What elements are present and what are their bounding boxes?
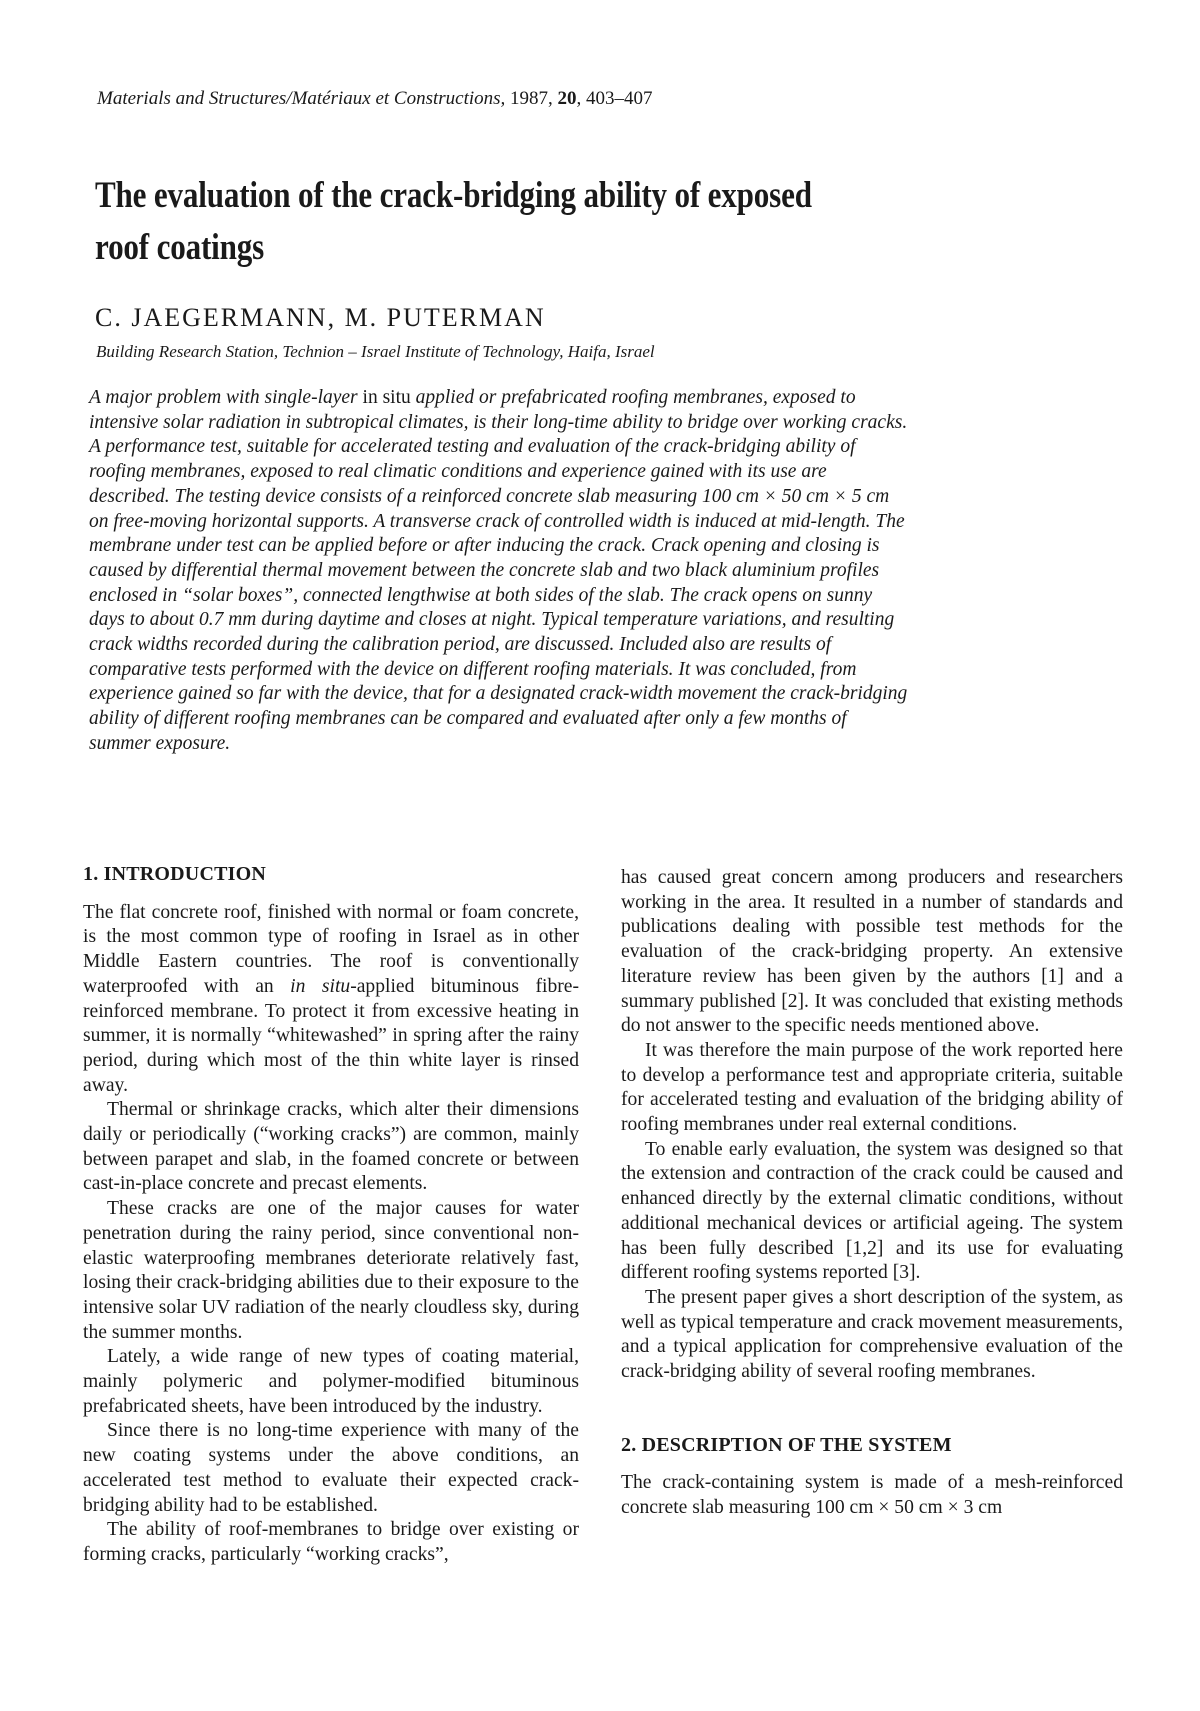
left-column: [83, 862, 579, 1568]
abstract: [89, 386, 911, 757]
abstract-insitu: in: [362, 387, 378, 408]
intro-paragraph-3: These cracks are one of the major causes for water penetration during the rainy period, since conventional non-elastic waterproofing membranes deteriorate relatively fast, losing their crack-bridging abilities due to their exposure to the intensive solar UV radiation of the nearly cloudless sky, during the summer months.: [83, 1198, 579, 1343]
journal-volume: 20: [557, 88, 577, 109]
abstract-text-2: applied or prefabricated roofing membranes, exposed to intensive solar radiation in subtropical climates, is their long-time ability to bridge over working cracks. A performance test, suitable for accelerated testing and evaluation of the crack-bridging ability of roofing membranes, exposed to real climatic conditions and experience gained with its use are described. The testing device consists of a reinforced concrete slab measuring 100 cm × 50 cm × 5 cm on free-moving horizontal supports. A transverse crack of controlled width is induced at mid-length. The membrane under test can be applied before or after inducing the crack. Crack opening and closing is caused by differential thermal movement between the concrete slab and two black aluminium profiles enclosed in “solar boxes”, connected lengthwise at both sides of the slab. The crack opens on sunny days to about 0.7 mm during daytime and closes at night. Typical temperature variations, and resulting crack widths recorded during the calibration period, are discussed. Included also are results of comparative tests performed with the device on different roofing materials. It was concluded, from experience gained so far with the device, that for a designated crack-width movement the crack-bridging ability of different roofing membranes can be compared and evaluated after only a few months of summer exposure.: [89, 387, 908, 754]
intro-paragraph-1: [83, 901, 579, 1099]
intro-p1-italic: in situ: [290, 975, 351, 997]
intro-paragraph-5: Since there is no long-time experience with many of the new coating systems under the above conditions, an accelerated test method to evaluate their expected crack-bridging ability had to be established.: [83, 1420, 579, 1516]
intro-paragraph-4: Lately, a wide range of new types of coating material, mainly polymeric and polymer-modified bituminous prefabricated sheets, have been introduced by the industry.: [83, 1346, 579, 1417]
intro-paragraph-6: The ability of roof-membranes to bridge over existing or forming cracks, particularly “working cracks”,: [83, 1519, 579, 1565]
paper-authors: C. JAEGERMANN, M. PUTERMAN: [95, 303, 546, 332]
journal-citation: [97, 88, 653, 110]
description-paragraph-1: The crack-containing system is made of a mesh-reinforced concrete slab measuring 100 cm × 50 cm × 3 cm: [621, 1472, 1123, 1519]
paper-title: The evaluation of the crack-bridging ability of exposed roof coatings: [95, 175, 812, 268]
section-heading-introduction: 1. INTRODUCTION: [83, 863, 267, 885]
journal-year: 1987,: [505, 88, 558, 109]
intro-p1-text-a: The flat concrete roof, finished with normal or foam concrete, is the most common type of roofing in Israel as in other Middle Eastern countries. The roof is conventionally waterproofed with an: [83, 901, 579, 997]
right-paragraph-2: It was therefore the main purpose of the work reported here to develop a performance test and appropriate criteria, suitable for accelerated testing and evaluation of the bridging ability of roofing membranes under real external conditions.: [621, 1039, 1123, 1136]
right-paragraph-1: has caused great concern among producers and researchers working in the area. It resulted in a number of standards and publications dealing with possible test methods for the evaluation of the crack-bridging property. An extensive literature review has been given by the authors [1] and a summary published [2]. It was concluded that existing methods do not answer to the specific needs mentioned above.: [621, 867, 1123, 1037]
intro-paragraph-2: Thermal or shrinkage cracks, which alter their dimensions daily or periodically (“working cracks”) are common, mainly between parapet and slab, in the foamed concrete or between cast-in-place concrete and precast elements.: [83, 1099, 579, 1195]
section-heading-description: 2. DESCRIPTION OF THE SYSTEM: [621, 1433, 952, 1456]
author-affiliation: Building Research Station, Technion – Israel Institute of Technology, Haifa, Israel: [96, 342, 655, 361]
right-column: [621, 866, 1123, 1521]
section-spacer: [621, 1385, 1123, 1433]
journal-name: Materials and Structures/Matériaux et Constructions,: [97, 88, 506, 109]
intro-p1-text-b: -applied bituminous fibre-reinforced membrane. To protect it from excessive heating in summer, it is normally “whitewashed” in spring after the rainy period, during which most of the thin white layer is rinsed away.: [83, 975, 579, 1096]
abstract-insitu-b: situ: [377, 387, 411, 408]
right-paragraph-3: To enable early evaluation, the system was designed so that the extension and contraction of the crack could be caused and enhanced directly by the external climatic conditions, without additional mechanical devices or artificial ageing. The system has been fully described [1,2] and its use for evaluating different roofing systems reported [3].: [621, 1138, 1123, 1284]
abstract-text-1: A major problem with single-layer: [89, 387, 363, 408]
journal-pages: , 403–407: [576, 88, 653, 109]
right-paragraph-4: The present paper gives a short description of the system, as well as typical temperature and crack movement measurements, and a typical application for comprehensive evaluation of the crack-bridging ability of several roofing membranes.: [621, 1286, 1123, 1383]
